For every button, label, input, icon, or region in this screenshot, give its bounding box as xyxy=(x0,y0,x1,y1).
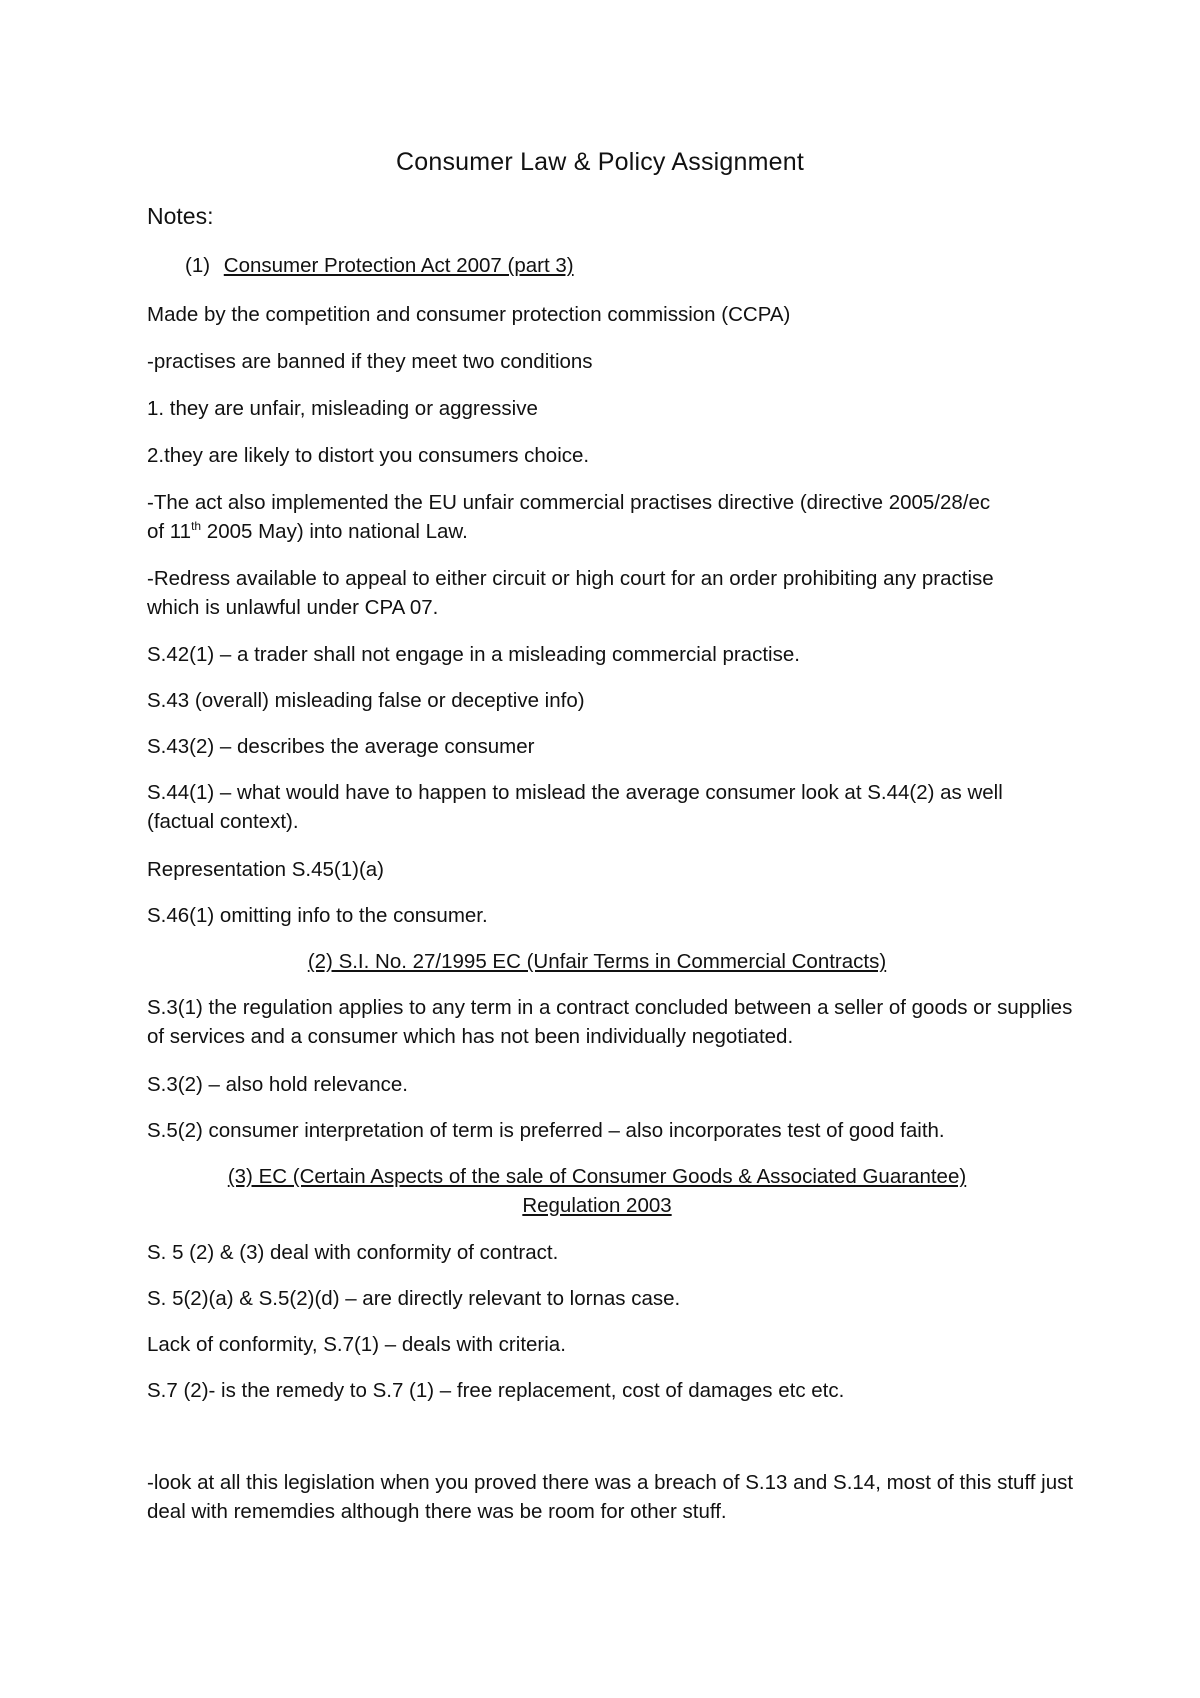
document-title: Consumer Law & Policy Assignment xyxy=(396,148,804,176)
paragraph: 2.they are likely to distort you consumers choice. xyxy=(147,444,590,467)
paragraph: S.44(1) – what would have to happen to mislead the average consumer look at S.44(2) as well (factual context). xyxy=(147,781,1003,833)
notes-label: Notes: xyxy=(147,203,214,229)
section-3-heading-line2: Regulation 2003 xyxy=(522,1194,672,1217)
paragraph: Representation S.45(1)(a) xyxy=(147,858,385,881)
paragraph: S.3(1) the regulation applies to any term in a contract concluded between a seller of goods or supplies of services and a consumer which has not been individually negotiated. xyxy=(147,996,1073,1048)
section-1-number: (1) xyxy=(185,254,211,277)
paragraph: S.5(2) consumer interpretation of term is preferred – also incorporates test of good faith. xyxy=(147,1119,945,1142)
paragraph: S.3(2) – also hold relevance. xyxy=(147,1073,408,1096)
paragraph: S.43(2) – describes the average consumer xyxy=(147,735,535,758)
paragraph: -Redress available to appeal to either circuit or high court for an order prohibiting any practise which is unlawful under CPA 07. xyxy=(147,567,994,619)
paragraph: S.7 (2)- is the remedy to S.7 (1) – free replacement, cost of damages etc etc. xyxy=(147,1379,845,1402)
eu-directive-text: -The act also implemented the EU unfair commercial practises directive (directive 2005/28/ec of 11 xyxy=(147,491,991,543)
paragraph: S.42(1) – a trader shall not engage in a misleading commercial practise. xyxy=(147,643,800,666)
paragraph-eu-directive xyxy=(147,488,1007,546)
paragraph: Made by the competition and consumer protection commission (CCPA) xyxy=(147,303,791,326)
paragraph: S.43 (overall) misleading false or deceptive info) xyxy=(147,689,585,712)
paragraph: S. 5(2)(a) & S.5(2)(d) – are directly relevant to lornas case. xyxy=(147,1287,681,1310)
paragraph: S.46(1) omitting info to the consumer. xyxy=(147,904,488,927)
section-2-heading: (2) S.I. No. 27/1995 EC (Unfair Terms in Commercial Contracts) xyxy=(307,950,887,973)
paragraph: Lack of conformity, S.7(1) – deals with criteria. xyxy=(147,1333,566,1356)
paragraph: -practises are banned if they meet two conditions xyxy=(147,350,593,373)
section-1-title: Consumer Protection Act 2007 (part 3) xyxy=(223,254,574,277)
eu-directive-text-end: 2005 May) into national Law. xyxy=(201,520,468,543)
section-1-heading xyxy=(185,254,574,278)
eu-directive-ordinal: th xyxy=(191,519,202,534)
paragraph: 1. they are unfair, misleading or aggressive xyxy=(147,397,538,420)
section-3-heading-line1: (3) EC (Certain Aspects of the sale of Consumer Goods & Associated Guarantee) xyxy=(227,1165,967,1188)
paragraph: S. 5 (2) & (3) deal with conformity of contract. xyxy=(147,1241,559,1264)
closing-paragraph: -look at all this legislation when you proved there was a breach of S.13 and S.14, most of this stuff just deal with rememdies although there was be room for other stuff. xyxy=(147,1471,1074,1523)
